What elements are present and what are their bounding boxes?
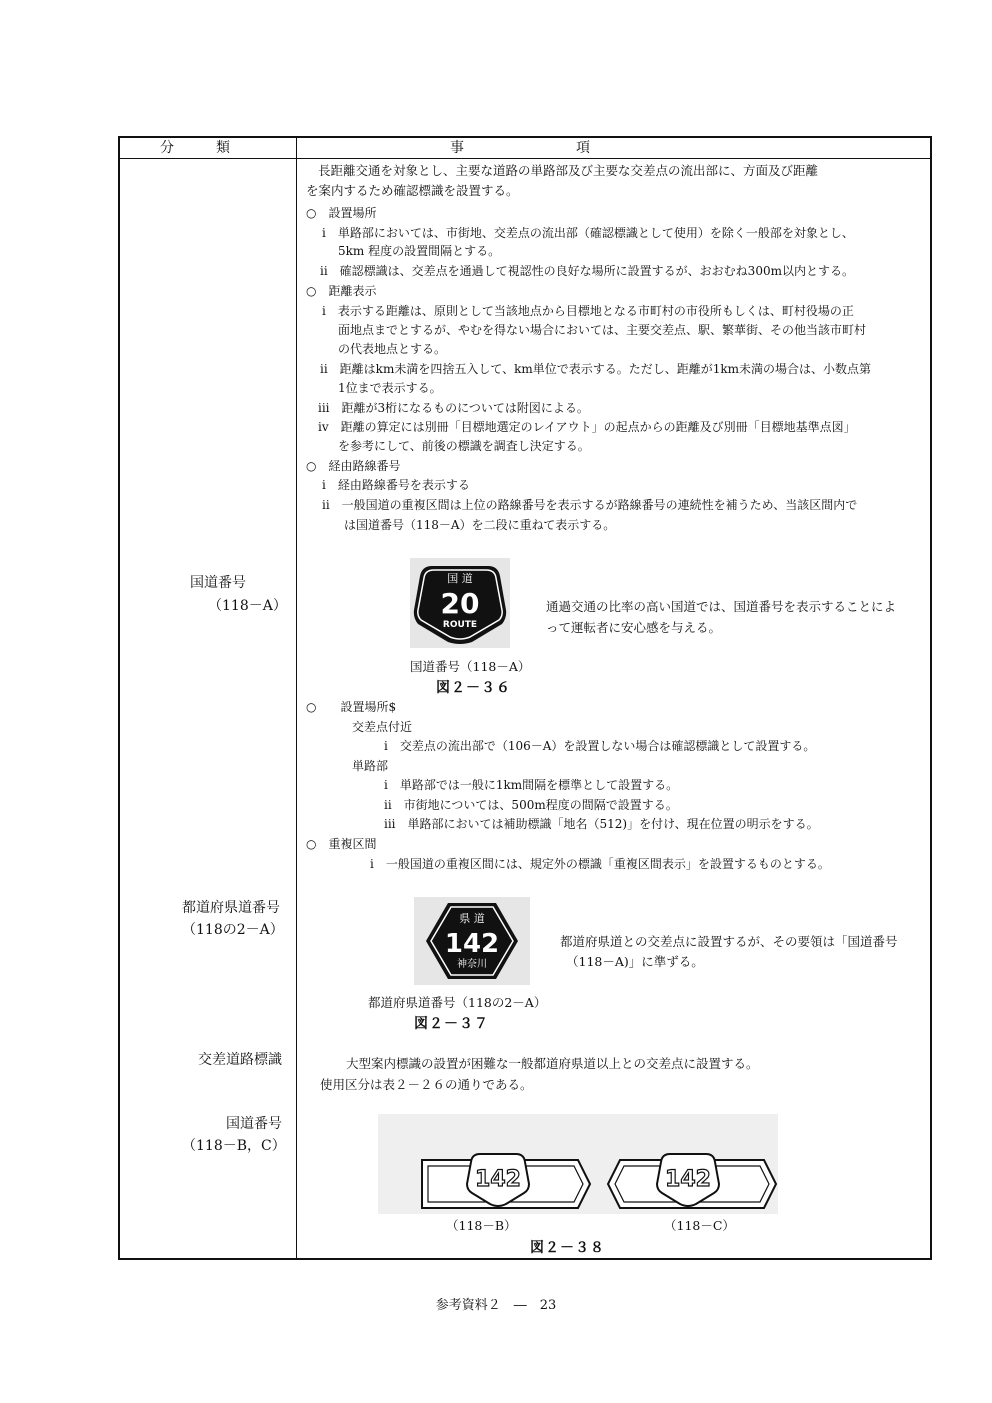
fig36-caption: 国道番号（118－A） [410, 659, 531, 674]
label-kokudo-bc-code: （118－B，C） [182, 1138, 286, 1154]
label-kousa-name: 交差道路標識 [198, 1052, 282, 1068]
sec2-i-1: i 表示する距離は、原則として当該地点から目標地となる市町村の市役所もしくは、町村役場の正 [322, 304, 854, 318]
sign-37-bottom: 神奈川 [457, 959, 487, 970]
sec6-line-2: 使用区分は表２－２６の通りである。 [320, 1077, 533, 1092]
fig38-title: 図２－３８ [530, 1240, 605, 1256]
sign-38b-number: 142 [475, 1167, 521, 1192]
sec2-ii-2: 1位まで表示する。 [338, 381, 442, 395]
sec2-ii-1: ii 距離はkm未満を四捨五入して、km単位で表示する。ただし、距離が1km未満の場合は、小数点第 [320, 362, 872, 376]
header-divider [120, 158, 930, 159]
sec2-title: ○ 距離表示 [306, 284, 377, 298]
header-category: 分 類 [160, 140, 230, 156]
sec4-sub2-iii: iii 単路部においては補助標識「地名（512)」を付け、現在位置の明示をする。 [384, 817, 819, 831]
fig37-desc-1: 都道府県道との交差点に設置するが、その要領は「国道番号 [560, 934, 898, 949]
sec4-title: ○ 設置場所$ [306, 700, 397, 714]
label-todofuken-name: 都道府県道番号 [182, 900, 280, 916]
sec2-iv-2: を参考にして、前後の標識を調査し決定する。 [338, 439, 590, 453]
sign-118-c [608, 1154, 776, 1208]
column-divider [296, 138, 297, 1258]
sec1-title: ○ 設置場所 [306, 206, 377, 220]
sec2-iv-1: iv 距離の算定には別冊「目標地選定のレイアウト」の起点からの距離及び別冊「目標地基準点図」 [318, 420, 856, 434]
sign-38c-number: 142 [665, 1167, 711, 1192]
fig38-caption-c: （118－C） [664, 1218, 735, 1233]
intro-line-1: 長距離交通を対象とし、主要な道路の単路部及び主要な交差点の流出部に、方面及び距離 [318, 163, 819, 178]
sec2-i-3: の代表地点とする。 [338, 342, 447, 356]
sec3-ii-2: は国道番号（118－A）を二段に重ねて表示する。 [344, 518, 616, 532]
sec3-ii-1: ii 一般国道の重複区間は上位の路線番号を表示するが路線番号の連続性を補うため、当該区間内で [322, 498, 858, 512]
sec4-sub1: 交差点付近 [352, 720, 413, 734]
sign-37-number: 142 [444, 929, 500, 959]
sec4-sub2-ii: ii 市街地については、500m程度の間隔で設置する。 [384, 798, 678, 812]
sec2-iii: iii 距離が3桁になるものについては附図による。 [318, 401, 589, 415]
sec1-ii: ii 確認標識は、交差点を通過して視認性の良好な場所に設置するが、おおむね300m以内とする。 [320, 264, 854, 278]
sec2-i-2: 面地点までとするが、やむを得ない場合においては、主要交差点、駅、繁華街、その他当該市町村 [338, 323, 867, 337]
sec4-sub1-i: i 交差点の流出部で（106－A）を設置しない場合は確認標識として設置する。 [384, 739, 816, 753]
sec5-i: i 一般国道の重複区間には、規定外の標識「重複区間表示」を設置するものとする。 [370, 857, 830, 871]
sec3-i: i 経由路線番号を表示する [322, 478, 470, 492]
sign-36-number: 20 [440, 587, 480, 620]
sec6-line-1: 大型案内標識の設置が困難な一般都道府県道以上との交差点に設置する。 [346, 1056, 759, 1071]
label-kokudo-code: （118－A） [208, 598, 287, 614]
fig36-desc-2: って運転者に安心感を与える。 [546, 620, 722, 635]
label-kokudo-name: 国道番号 [190, 575, 246, 591]
intro-line-2: を案内するため確認標識を設置する。 [306, 183, 519, 198]
sec5-title: ○ 重複区間 [306, 837, 377, 851]
fig37-title: 図２－３７ [414, 1016, 489, 1032]
fig37-caption: 都道府県道番号（118の2－A） [368, 995, 547, 1010]
label-todofuken-code: （118の2－A） [182, 922, 284, 938]
label-kokudo-bc-name: 国道番号 [226, 1116, 282, 1132]
fig36-title: 図２－３６ [436, 680, 511, 696]
fig36-desc-1: 通過交通の比率の高い国道では、国道番号を表示することによ [546, 599, 897, 614]
route-20-sign [410, 558, 510, 648]
sec3-title: ○ 経由路線番号 [306, 459, 401, 473]
sec4-sub2: 単路部 [352, 759, 389, 773]
sec4-sub2-i: i 単路部では一般に1km間隔を標準として設置する。 [384, 778, 679, 792]
prefectural-142-sign [414, 897, 530, 985]
fig38-caption-b: （118－B） [446, 1218, 517, 1233]
sec1-i-2: 5km 程度の設置間隔とする。 [338, 244, 501, 258]
page-footer: 参考資料２ ― 23 [435, 1298, 557, 1313]
sec1-i-1: i 単路部においては、市街地、交差点の流出部（確認標識として使用）を除く一般部を対象とし、 [322, 226, 854, 240]
fig37-desc-2: （118－A)」に準ずる。 [566, 954, 704, 969]
sign-37-top: 県 道 [459, 912, 485, 925]
route-142-arrow-signs [378, 1114, 778, 1214]
sign-36-top: 国 道 [447, 572, 473, 585]
sign-36-bottom: ROUTE [442, 620, 478, 630]
sign-118-b [422, 1154, 590, 1208]
header-items: 事 項 [450, 140, 590, 156]
